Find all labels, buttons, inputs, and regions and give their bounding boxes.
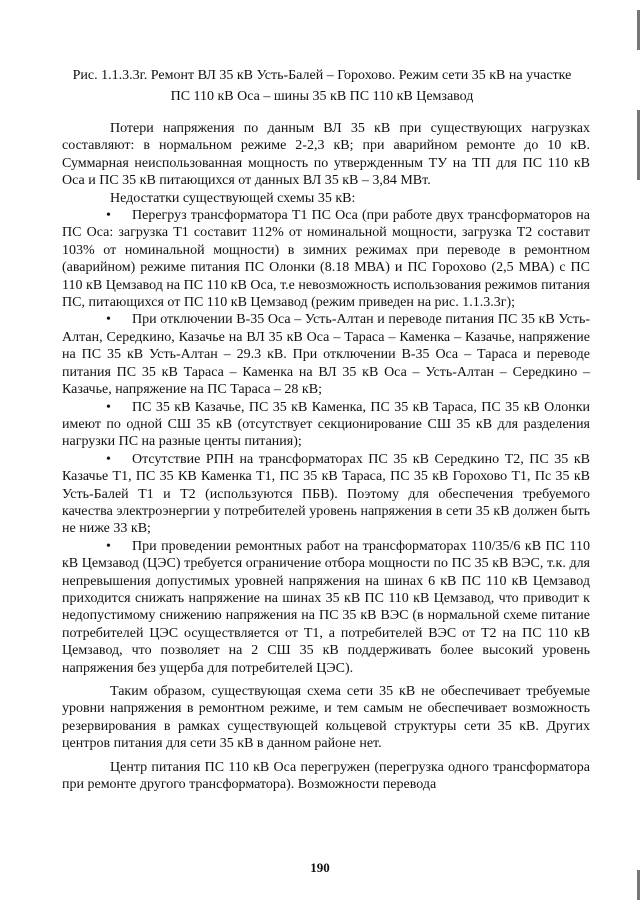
bullet-icon: • (106, 312, 111, 328)
list-item-text: Отсутствие РПН на трансформаторах ПС 35 кВ Середкино Т2, ПС 35 кВ Казачье Т1, ПС 35 КВ Каменка Т1, ПС 35 кВ Тараса, ПС 35 кВ Горохово Т1, Пс 35 кВ Усть-Балей Т1 и Т2 (используются ПБВ). Поэтому для обеспечения требуемого качества электроэнергии у потребителей уровень напряжения в сети 35 кВ должен быть не ниже 33 кВ; (62, 451, 590, 537)
paragraph-losses: Потери напряжения по данным ВЛ 35 кВ при существующих нагрузках составляют: в нормальном режиме 2-2,3 кВ; при аварийном ремонте до 10 кВ. Суммарная неиспользованная мощность по утвержденным ТУ на ТП для ПС 110 кВ Оса и ПС 35 кВ питающихся от данных ВЛ 35 кВ – 3,84 МВт. (62, 121, 590, 189)
document-body (62, 120, 590, 793)
paragraph-power-center: Центр питания ПС 110 кВ Оса перегружен (перегрузка одного трансформатора при ремонте другого трансформатора). Возможности перевода (62, 759, 590, 793)
list-item (62, 399, 590, 451)
list-item-text: При проведении ремонтных работ на трансформаторах 110/35/6 кВ ПС 110 кВ Цемзавод (ЦЭС) требуется ограничение отбора мощности по ПС 35 кВ ВЭС, т.к. для непревышения допустимых уровней напряжения на шинах 6 кВ ПС 110 кВ Цемзавод приходится снижать напряжение на шинах 35 кВ ПС 110 кВ Цемзавод, что приводит к недопустимому снижению напряжения на ПС 35 кВ ВЭС (в нормальной схеме питание потребителей ЦЭС осуществляется от Т1, а потребителей ВЭС от Т2 на ПС 110 кВ Цемзавод, что позволяет на 2 СШ 35 кВ поддерживать более высокий уровень напряжения без ущерба для потребителей ЦЭС). (62, 538, 590, 676)
list-item (62, 451, 590, 538)
bullet-icon: • (106, 451, 111, 467)
bullet-icon: • (106, 399, 111, 415)
page-number: 190 (310, 860, 330, 875)
bullet-icon: • (106, 538, 111, 554)
list-item (62, 311, 590, 398)
list-item-text: Перегруз трансформатора Т1 ПС Оса (при работе двух трансформаторов на ПС Оса: загрузка Т1 составит 112% от номинальной мощности, загрузка Т2 составит 103% от номинальной мощности) в зимних режимах при переводе в ремонтном (аварийном) режиме питания ПС Олонки (8.18 МВА) и ПС Горохово (2,5 МВА) с ПС 110 кВ Цемзавод на ПС 110 кВ Оса, т.е невозможность использования режимов питания ПС, питающихся от ПС 110 кВ Цемзавод (режим приведен на рис. 1.1.3.3г); (62, 208, 590, 311)
bullet-icon: • (106, 208, 111, 224)
list-item (62, 538, 590, 677)
paragraph-conclusion: Таким образом, существующая схема сети 35 кВ не обеспечивает требуемые уровни напряжения в ремонтном режиме, и тем самым не обеспечивает возможность резервирования в рамках существующей кольцевой структуры сети 35 кВ. Других центров питания для сети 35 кВ в данном районе нет. (62, 684, 590, 752)
list-item-text: ПС 35 кВ Казачье, ПС 35 кВ Каменка, ПС 35 кВ Тараса, ПС 35 кВ Олонки имеют по одной СШ 35 кВ (отсутствует секционирование СШ 35 кВ для разделения нагрузки ПС на разные центы питания); (62, 399, 590, 450)
figure-caption: Рис. 1.1.3.3г. Ремонт ВЛ 35 кВ Усть-Балей – Горохово. Режим сети 35 кВ на участке ПС 110 кВ Оса – шины 35 кВ ПС 110 кВ Цемзавод (72, 68, 572, 104)
list-item (62, 207, 590, 311)
list-item-text: При отключении В-35 Оса – Усть-Алтан и переводе питания ПС 35 кВ Усть-Алтан, Середкино, Казачье на ВЛ 35 кВ Оса – Тараса – Каменка – Казачье, напряжение на ПС 35 кВ Усть-Алтан – 29.3 кВ. При отключении В-35 Оса – Тараса и переводе питания ПС 35 кВ Тараса – Каменка на ВЛ 35 кВ Оса – Усть-Алтан – Середкино – Казачье, напряжение на ПС Тараса – 28 кВ; (62, 312, 590, 398)
paragraph-drawbacks-intro: Недостатки существующей схемы 35 кВ: (110, 190, 356, 206)
